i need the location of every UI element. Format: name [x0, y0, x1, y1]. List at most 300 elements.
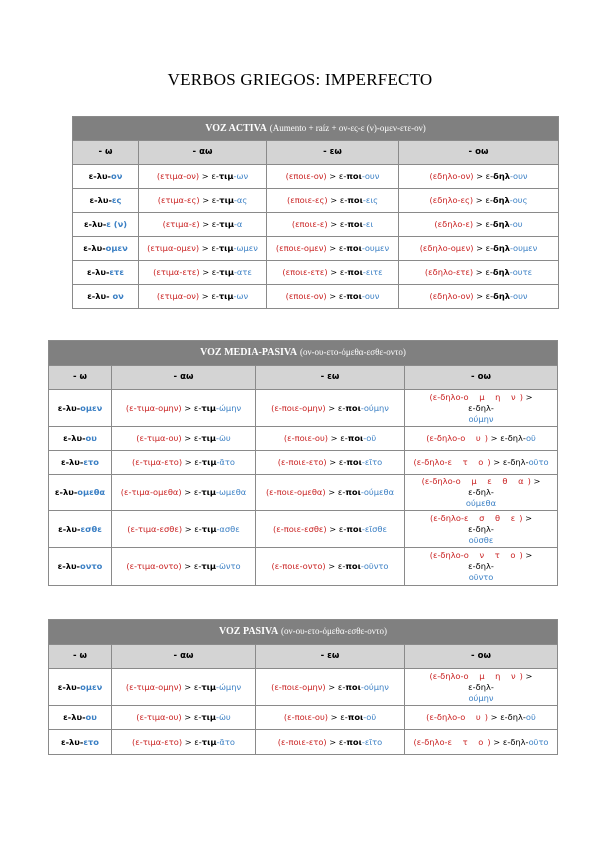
text-segment: > — [522, 512, 533, 523]
contraction-cell — [112, 511, 256, 548]
text-segment: τιμ — [218, 243, 234, 253]
text-segment: (εποιε-ομεν) — [275, 243, 327, 253]
text-segment: οῦτο — [528, 736, 549, 747]
text-segment: τιμ — [219, 267, 234, 277]
text-segment: ε τ ο — [447, 736, 488, 747]
text-segment: (εποιε-ον) — [285, 291, 327, 301]
contraction-cell — [399, 213, 559, 237]
text-segment: οῦσθε — [468, 534, 494, 545]
text-segment: > ε- — [182, 457, 202, 467]
column-header: - εω — [267, 141, 399, 165]
text-segment: > — [522, 391, 533, 402]
text-segment: > ε- — [327, 195, 348, 205]
text-segment: ε-λυ- — [58, 523, 81, 534]
text-segment: ποι — [345, 487, 361, 497]
column-header: - οω — [405, 366, 558, 390]
text-segment: (εδηλο-ον) — [429, 291, 474, 301]
form-cell — [49, 548, 112, 586]
text-segment: > ε- — [181, 712, 202, 722]
text-segment: (ε-τιμα-ομεθα) — [120, 487, 182, 497]
table-row — [49, 548, 558, 586]
text-segment: ε-λυ- — [57, 561, 80, 571]
text-segment: ε τ ο — [447, 457, 488, 467]
text-segment: > ε- — [326, 291, 347, 301]
table-caption — [49, 341, 558, 366]
text-segment: (ε-ποιε-ετο) — [277, 457, 327, 467]
caption-sub: (Aumento + raíz + ον-ες-ε (ν)-ομεν-ετε-ον) — [269, 122, 426, 133]
text-segment: -ουν — [361, 291, 380, 301]
text-segment: > ε- — [325, 561, 346, 571]
text-segment: > ε- — [182, 523, 202, 534]
text-segment: ε-λυ- — [83, 219, 107, 229]
text-segment: ε-δηλ- — [468, 523, 494, 534]
contraction-cell — [112, 451, 256, 475]
contraction-cell — [256, 390, 405, 427]
text-segment: -ου — [509, 219, 523, 229]
text-segment: τιμ — [201, 523, 217, 534]
text-segment: -ουν — [361, 171, 380, 181]
column-header: - οω — [405, 645, 558, 669]
text-segment: ) — [519, 391, 523, 402]
text-segment: > ε- — [199, 195, 220, 205]
text-segment: > ε- — [181, 433, 202, 443]
text-segment: (ε-ποιε-ομην) — [271, 402, 326, 413]
text-segment: > ε- — [326, 523, 347, 534]
text-segment: -ειτε — [362, 267, 383, 277]
contraction-cell — [399, 285, 559, 309]
contraction-cell — [112, 730, 256, 755]
text-segment: -ων — [233, 291, 249, 301]
column-header: - ω — [73, 141, 139, 165]
contraction-cell — [399, 189, 559, 213]
text-segment: ποι — [346, 523, 362, 534]
text-segment: > ε- — [326, 457, 347, 467]
text-segment: -ουν — [510, 171, 528, 181]
text-segment: ε-λυ- — [87, 267, 110, 277]
text-segment: τιμ — [201, 681, 216, 692]
text-segment: -ώμην — [215, 681, 242, 692]
text-segment: (ε-τιμα-ετο) — [132, 457, 183, 467]
text-segment: ομεθα — [77, 487, 106, 497]
text-segment: -ουμεν — [361, 243, 390, 253]
voz-media-pasiva-table — [48, 340, 558, 586]
text-segment: τιμ — [201, 736, 217, 747]
text-segment: οῦ — [525, 433, 536, 443]
text-segment: ποι — [345, 561, 361, 571]
text-segment: ομεν — [105, 243, 128, 253]
text-segment: ε-λυ- — [88, 171, 111, 181]
text-segment: (ε-δηλο- — [429, 512, 464, 523]
text-segment: ε-λυ- — [63, 433, 86, 443]
text-segment: > ε- — [328, 712, 348, 722]
text-segment: ποι — [346, 291, 362, 301]
text-segment: (εδηλο-ε) — [434, 219, 474, 229]
text-segment: ποι — [347, 267, 363, 277]
text-segment: ) — [487, 736, 491, 747]
contraction-cell — [405, 427, 558, 451]
text-segment: (ε-ποιε-ου) — [283, 433, 329, 443]
text-segment: (ε-ποιε-οντο) — [271, 561, 326, 571]
form-cell — [49, 451, 112, 475]
text-segment: (ε-ποιε-ετο) — [277, 736, 327, 747]
contraction-cell — [139, 189, 267, 213]
text-segment: ) — [527, 476, 531, 486]
text-segment: -εῖτο — [361, 457, 383, 467]
text-segment: ε (ν) — [106, 219, 128, 229]
form-cell — [49, 511, 112, 548]
text-segment: ε-λυ- — [57, 402, 81, 413]
form-cell — [73, 189, 139, 213]
text-segment: τιμ — [219, 195, 234, 205]
text-segment: -ουτε — [509, 267, 533, 277]
text-segment: ) — [484, 433, 488, 443]
text-segment: (ε-ποιε-ομεθα) — [265, 487, 326, 497]
form-cell — [49, 669, 112, 706]
text-segment: > ε-δηλ- — [487, 712, 526, 722]
text-segment: ον — [112, 291, 124, 301]
text-segment: (ε-τιμα-ομην) — [125, 402, 182, 413]
table-row — [49, 451, 558, 475]
text-segment: -ωμεν — [233, 243, 258, 253]
text-segment: (εποιε-ες) — [286, 195, 328, 205]
text-segment: > ε- — [473, 195, 493, 205]
text-segment: ες — [111, 195, 122, 205]
text-segment: τιμ — [201, 712, 216, 722]
text-segment: > — [522, 670, 533, 681]
text-segment: τιμ — [219, 219, 234, 229]
text-segment: ε-δηλ- — [468, 681, 494, 692]
table-row — [49, 511, 558, 548]
text-segment: > ε- — [182, 736, 202, 747]
text-segment: ποι — [346, 457, 362, 467]
form-cell — [73, 237, 139, 261]
text-segment: -ους — [509, 195, 528, 205]
page-title: VERBOS GRIEGOS: IMPERFECTO — [167, 70, 433, 89]
text-segment: > — [522, 550, 533, 560]
text-segment: > ε- — [199, 291, 219, 301]
text-segment: -ασθε — [216, 523, 240, 534]
text-segment: (εδηλο-ον) — [429, 171, 474, 181]
contraction-cell — [267, 165, 399, 189]
text-segment: > ε-δηλ- — [487, 433, 526, 443]
contraction-cell — [267, 237, 399, 261]
table-caption — [73, 117, 559, 141]
text-segment: > ε- — [473, 243, 494, 253]
text-segment: (ε-ποιε-ου) — [283, 712, 329, 722]
text-segment: ου — [85, 433, 97, 443]
form-cell — [49, 390, 112, 427]
text-segment: ο μ η ν — [463, 670, 520, 681]
text-segment: ε-δηλ- — [468, 561, 494, 571]
table-row — [49, 706, 558, 730]
text-segment: -οῦντο — [360, 561, 389, 571]
text-segment: > ε- — [181, 681, 202, 692]
text-segment: (ε-δηλο- — [429, 550, 464, 560]
text-segment: ετε — [109, 267, 124, 277]
contraction-cell — [267, 189, 399, 213]
text-segment: ποι — [345, 402, 361, 413]
form-cell — [73, 213, 139, 237]
text-segment: (ε-ποιε-εσθε) — [273, 523, 327, 534]
text-segment: (ετιμα-ες) — [157, 195, 200, 205]
text-segment: τιμ — [201, 487, 216, 497]
contraction-cell — [405, 730, 558, 755]
text-segment: -α — [233, 219, 243, 229]
contraction-cell — [267, 213, 399, 237]
caption-sub: (ον-ου-ετο-όμεθα-εσθε-οντο) — [299, 347, 406, 357]
contraction-cell — [256, 427, 405, 451]
form-cell — [73, 285, 139, 309]
text-segment: ο υ — [460, 433, 485, 443]
text-segment: > ε- — [327, 267, 348, 277]
text-segment: -ουν — [510, 291, 528, 301]
table-row — [73, 189, 559, 213]
text-segment: ε-λυ- — [89, 195, 112, 205]
text-segment: ε-λυ- — [61, 736, 84, 747]
form-cell — [49, 730, 112, 755]
table-row — [73, 261, 559, 285]
text-segment: ου — [85, 712, 97, 722]
text-segment: (ε-τιμα-ου) — [136, 433, 182, 443]
text-segment: -οῦ — [363, 433, 377, 443]
text-segment: ε-λυ- — [87, 291, 113, 301]
text-segment: -ᾶτο — [216, 736, 235, 747]
contraction-cell — [139, 165, 267, 189]
text-segment: > ε- — [325, 402, 346, 413]
text-segment: > ε- — [327, 219, 348, 229]
text-segment: ποι — [347, 712, 364, 722]
text-segment: δηλ — [492, 219, 510, 229]
text-segment: ε-λυ- — [63, 712, 86, 722]
text-segment: τιμ — [201, 402, 216, 413]
text-segment: > ε- — [199, 219, 220, 229]
text-segment: -ούμην — [360, 681, 389, 692]
text-segment: -ει — [362, 219, 374, 229]
contraction-cell — [256, 548, 405, 586]
text-segment: > ε- — [325, 487, 346, 497]
text-segment: οῦτο — [528, 457, 549, 467]
text-segment: ) — [519, 512, 523, 523]
contraction-cell — [256, 451, 405, 475]
caption-sub: (ον-ου-ετο-όμεθα-εσθε-οντο) — [281, 626, 387, 636]
text-segment: ποι — [347, 195, 363, 205]
text-segment: (ετιμα-ομεν) — [147, 243, 200, 253]
text-segment: δηλ — [492, 195, 510, 205]
contraction-cell — [405, 669, 558, 706]
text-segment: > ε- — [181, 402, 202, 413]
text-segment: > ε- — [199, 267, 220, 277]
text-segment: -εις — [362, 195, 379, 205]
text-segment: (ετιμα-ετε) — [153, 267, 200, 277]
text-segment: -ούμεθα — [360, 487, 395, 497]
text-segment: ο μ η ν — [463, 391, 520, 402]
contraction-cell — [256, 706, 405, 730]
text-segment: -ῶυ — [215, 712, 231, 722]
text-segment: -οῦ — [363, 712, 377, 722]
caption-main: VOZ MEDIA-PASIVA — [200, 347, 298, 358]
text-segment: εσθε — [80, 523, 102, 534]
text-segment: (ε-δηλο- — [429, 391, 464, 402]
text-segment: > ε- — [326, 243, 347, 253]
form-cell — [73, 261, 139, 285]
text-segment: ) — [487, 457, 491, 467]
contraction-cell — [112, 427, 256, 451]
text-segment: (ε-τιμα-εσθε) — [127, 523, 183, 534]
contraction-cell — [399, 165, 559, 189]
text-segment: > ε- — [199, 171, 219, 181]
text-segment: ποι — [346, 243, 362, 253]
text-segment: (ε-δηλο- — [426, 712, 461, 722]
text-segment: (ετιμα-ον) — [156, 291, 200, 301]
contraction-cell — [405, 706, 558, 730]
contraction-cell — [256, 511, 405, 548]
text-segment: δηλ — [493, 243, 511, 253]
text-segment: οῦ — [525, 712, 536, 722]
text-segment: (ε-δηλο- — [426, 433, 461, 443]
text-segment: δηλ — [493, 291, 511, 301]
text-segment: (εποιε-ετε) — [282, 267, 328, 277]
text-segment: ποι — [346, 736, 362, 747]
form-cell — [49, 475, 112, 511]
column-header: - αω — [112, 366, 256, 390]
table-row — [49, 475, 558, 511]
text-segment: τιμ — [201, 457, 217, 467]
column-header: - εω — [256, 366, 405, 390]
text-segment: (εποιε-ον) — [285, 171, 327, 181]
text-segment: ποι — [346, 171, 362, 181]
text-segment: -ατε — [233, 267, 252, 277]
column-header: - ω — [49, 366, 112, 390]
text-segment: ε-λυ- — [57, 681, 81, 692]
text-segment: -ώμην — [215, 402, 242, 413]
caption-main: VOZ PASIVA — [219, 626, 279, 637]
text-segment: (ετιμα-ον) — [156, 171, 200, 181]
text-segment: ε-δηλ- — [468, 487, 494, 497]
text-segment: ομεν — [80, 402, 103, 413]
text-segment: (ε-δηλο- — [421, 476, 456, 486]
contraction-cell — [405, 390, 558, 427]
contraction-cell — [405, 475, 558, 511]
text-segment: (εδηλο-ες) — [429, 195, 474, 205]
contraction-cell — [399, 237, 559, 261]
text-segment: (ε-τιμα-ου) — [136, 712, 182, 722]
text-segment: ) — [519, 550, 523, 560]
text-segment: τιμ — [201, 433, 216, 443]
text-segment: (εδηλο-ετε) — [424, 267, 474, 277]
voz-activa-table — [72, 116, 559, 309]
table-row — [49, 669, 558, 706]
text-segment: -ούμην — [360, 402, 389, 413]
text-segment: ε-λυ- — [54, 487, 78, 497]
text-segment: > ε- — [473, 219, 493, 229]
column-header: - εω — [256, 645, 405, 669]
contraction-cell — [139, 213, 267, 237]
text-segment: > ε- — [326, 171, 347, 181]
text-segment: ποι — [347, 219, 363, 229]
text-segment: -εῖτο — [361, 736, 383, 747]
text-segment: ετο — [83, 457, 99, 467]
contraction-cell — [405, 451, 558, 475]
contraction-cell — [267, 285, 399, 309]
table-row — [73, 237, 559, 261]
table-row — [49, 730, 558, 755]
contraction-cell — [112, 548, 256, 586]
text-segment: > ε- — [473, 171, 494, 181]
column-header: - αω — [112, 645, 256, 669]
text-segment: -ᾶτο — [216, 457, 235, 467]
text-segment: (ε-ποιε-ομην) — [271, 681, 326, 692]
text-segment: (εποιε-ε) — [291, 219, 328, 229]
text-segment: > ε-δηλ- — [490, 457, 529, 467]
contraction-cell — [139, 237, 267, 261]
contraction-cell — [256, 669, 405, 706]
text-segment: ομεν — [80, 681, 103, 692]
contraction-cell — [405, 511, 558, 548]
table-caption — [49, 620, 558, 645]
text-segment: ) — [519, 670, 523, 681]
table-row — [73, 165, 559, 189]
text-segment: -ῶντο — [215, 561, 241, 571]
text-segment: > ε- — [199, 243, 219, 253]
contraction-cell — [112, 475, 256, 511]
column-header: - ω — [49, 645, 112, 669]
text-segment: ε-λυ- — [61, 457, 84, 467]
text-segment: δηλ — [493, 171, 511, 181]
text-segment: -εῖσθε — [361, 523, 387, 534]
text-segment: τιμ — [218, 171, 234, 181]
table-row — [49, 390, 558, 427]
text-segment: (ε-τιμα-ομην) — [125, 681, 182, 692]
text-segment: ο μ ε θ α — [455, 476, 528, 486]
text-segment: (ετιμα-ε) — [162, 219, 200, 229]
text-segment: (εδηλο-ομεν) — [419, 243, 474, 253]
text-segment: ον — [111, 171, 123, 181]
text-segment: > ε- — [473, 267, 493, 277]
text-segment: (ε-τιμα-ετο) — [132, 736, 183, 747]
contraction-cell — [112, 669, 256, 706]
text-segment: ο ν τ ο — [463, 550, 520, 560]
text-segment: ούμην — [468, 692, 494, 703]
text-segment: ) — [484, 712, 488, 722]
text-segment: > ε- — [181, 487, 202, 497]
text-segment: ποι — [345, 681, 361, 692]
text-segment: > ε- — [473, 291, 494, 301]
text-segment: > ε- — [328, 433, 348, 443]
contraction-cell — [267, 261, 399, 285]
column-header: - οω — [399, 141, 559, 165]
form-cell — [49, 427, 112, 451]
text-segment: (ε-δηλο- — [413, 736, 448, 747]
text-segment: > ε-δηλ- — [490, 736, 529, 747]
contraction-cell — [139, 285, 267, 309]
text-segment: (ε-τιμα-οντο) — [126, 561, 182, 571]
form-cell — [73, 165, 139, 189]
text-segment: δηλ — [492, 267, 510, 277]
text-segment: -ας — [233, 195, 248, 205]
table-row — [73, 213, 559, 237]
text-segment: ετο — [83, 736, 99, 747]
contraction-cell — [399, 261, 559, 285]
contraction-cell — [256, 730, 405, 755]
text-segment: τιμ — [218, 291, 234, 301]
contraction-cell — [112, 706, 256, 730]
caption-main: VOZ ACTIVA — [205, 122, 267, 134]
text-segment: -ουμεν — [510, 243, 538, 253]
text-segment: οντο — [80, 561, 103, 571]
text-segment: ούμην — [468, 413, 494, 424]
text-segment: -ων — [233, 171, 249, 181]
contraction-cell — [256, 475, 405, 511]
